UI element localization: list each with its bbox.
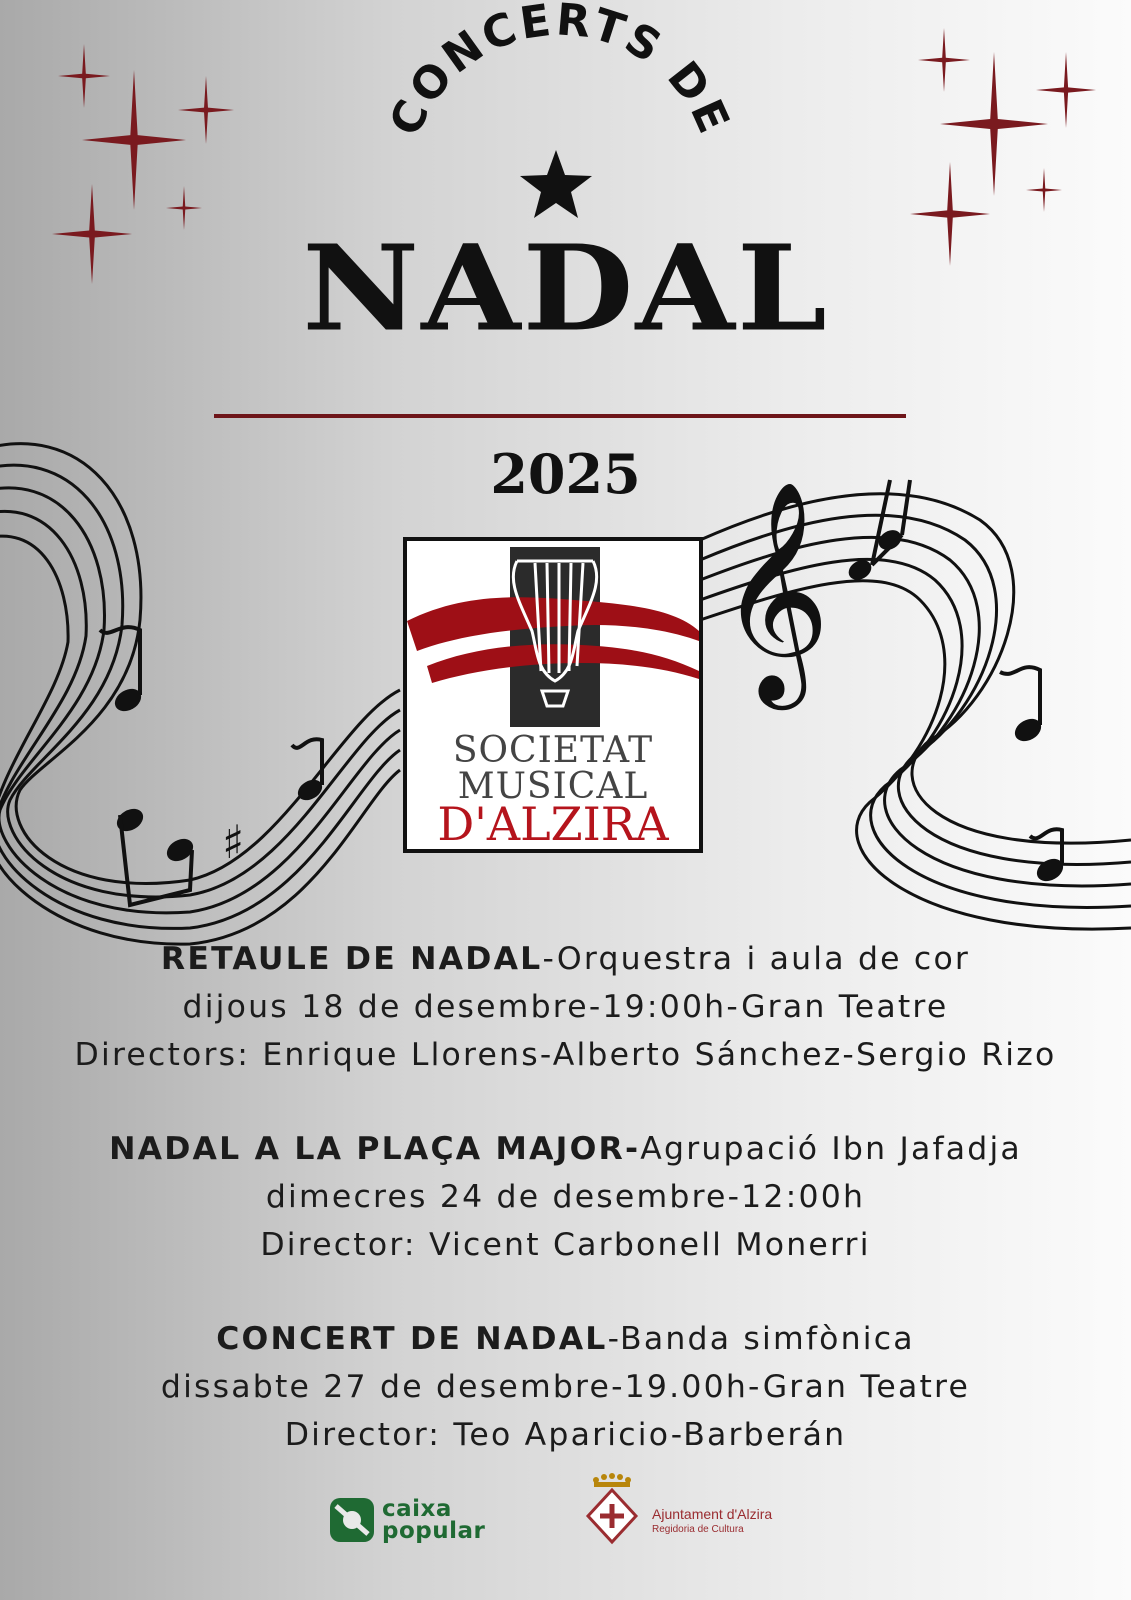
logo-line3: D'ALZIRA bbox=[437, 797, 669, 851]
staff-left bbox=[0, 444, 400, 944]
event-retaule bbox=[0, 935, 1131, 1079]
event-subtitle: -Banda simfònica bbox=[607, 1321, 915, 1357]
page-title: NADAL bbox=[302, 220, 829, 358]
event-heading bbox=[0, 1315, 1131, 1363]
societat-musical-logo bbox=[403, 537, 703, 853]
ajuntament-wordmark bbox=[652, 1506, 772, 1538]
event-date: dissabte 27 de desembre-19.00h-Gran Teatre bbox=[160, 1369, 971, 1405]
caixa-line2: popular bbox=[382, 1518, 486, 1544]
event-concert-nadal bbox=[0, 1315, 1131, 1459]
sponsors bbox=[330, 1470, 810, 1550]
event-subtitle: -Orquestra i aula de cor bbox=[542, 941, 971, 977]
logo-line1: SOCIETAT bbox=[452, 730, 654, 771]
eighth-note-icon bbox=[113, 804, 147, 835]
event-date: dimecres 24 de desembre-12:00h bbox=[265, 1179, 866, 1215]
event-directors: Director: Teo Aparicio-Barberán bbox=[284, 1417, 847, 1453]
treble-clef-icon: 𝄞 bbox=[718, 479, 831, 700]
year: 2025 bbox=[490, 442, 641, 506]
event-title: NADAL A LA PLAÇA MAJOR- bbox=[109, 1131, 641, 1167]
caixa-popular-logo-icon bbox=[330, 1498, 374, 1542]
caixa-popular-wordmark bbox=[382, 1498, 485, 1542]
event-heading bbox=[0, 1125, 1131, 1173]
event-title: RETAULE DE NADAL bbox=[160, 941, 543, 977]
event-heading bbox=[0, 935, 1131, 983]
lyre-icon bbox=[407, 541, 699, 731]
sharp-icon: ♯ bbox=[222, 815, 245, 869]
crest-icon bbox=[582, 1470, 642, 1546]
title-arc-text: CONCERTS DE bbox=[379, 0, 741, 144]
event-directors: Directors: Enrique Llorens-Alberto Sánchez-Sergio Rizo bbox=[74, 1037, 1057, 1073]
event-subtitle: Agrupació Ibn Jafadja bbox=[640, 1131, 1022, 1167]
logo-line2: MUSICAL bbox=[457, 766, 649, 807]
event-directors: Director: Vicent Carbonell Monerri bbox=[260, 1227, 871, 1263]
concert-program bbox=[0, 935, 1131, 1505]
event-date: dijous 18 de desembre-19:00h-Gran Teatre bbox=[182, 989, 949, 1025]
event-placa-major bbox=[0, 1125, 1131, 1269]
event-title: CONCERT DE NADAL bbox=[216, 1321, 608, 1357]
caixa-line1: caixa bbox=[382, 1496, 452, 1522]
ajuntament-subtitle: Regidoria de Cultura bbox=[652, 1524, 744, 1535]
ajuntament-name: Ajuntament d'Alzira bbox=[652, 1506, 773, 1522]
